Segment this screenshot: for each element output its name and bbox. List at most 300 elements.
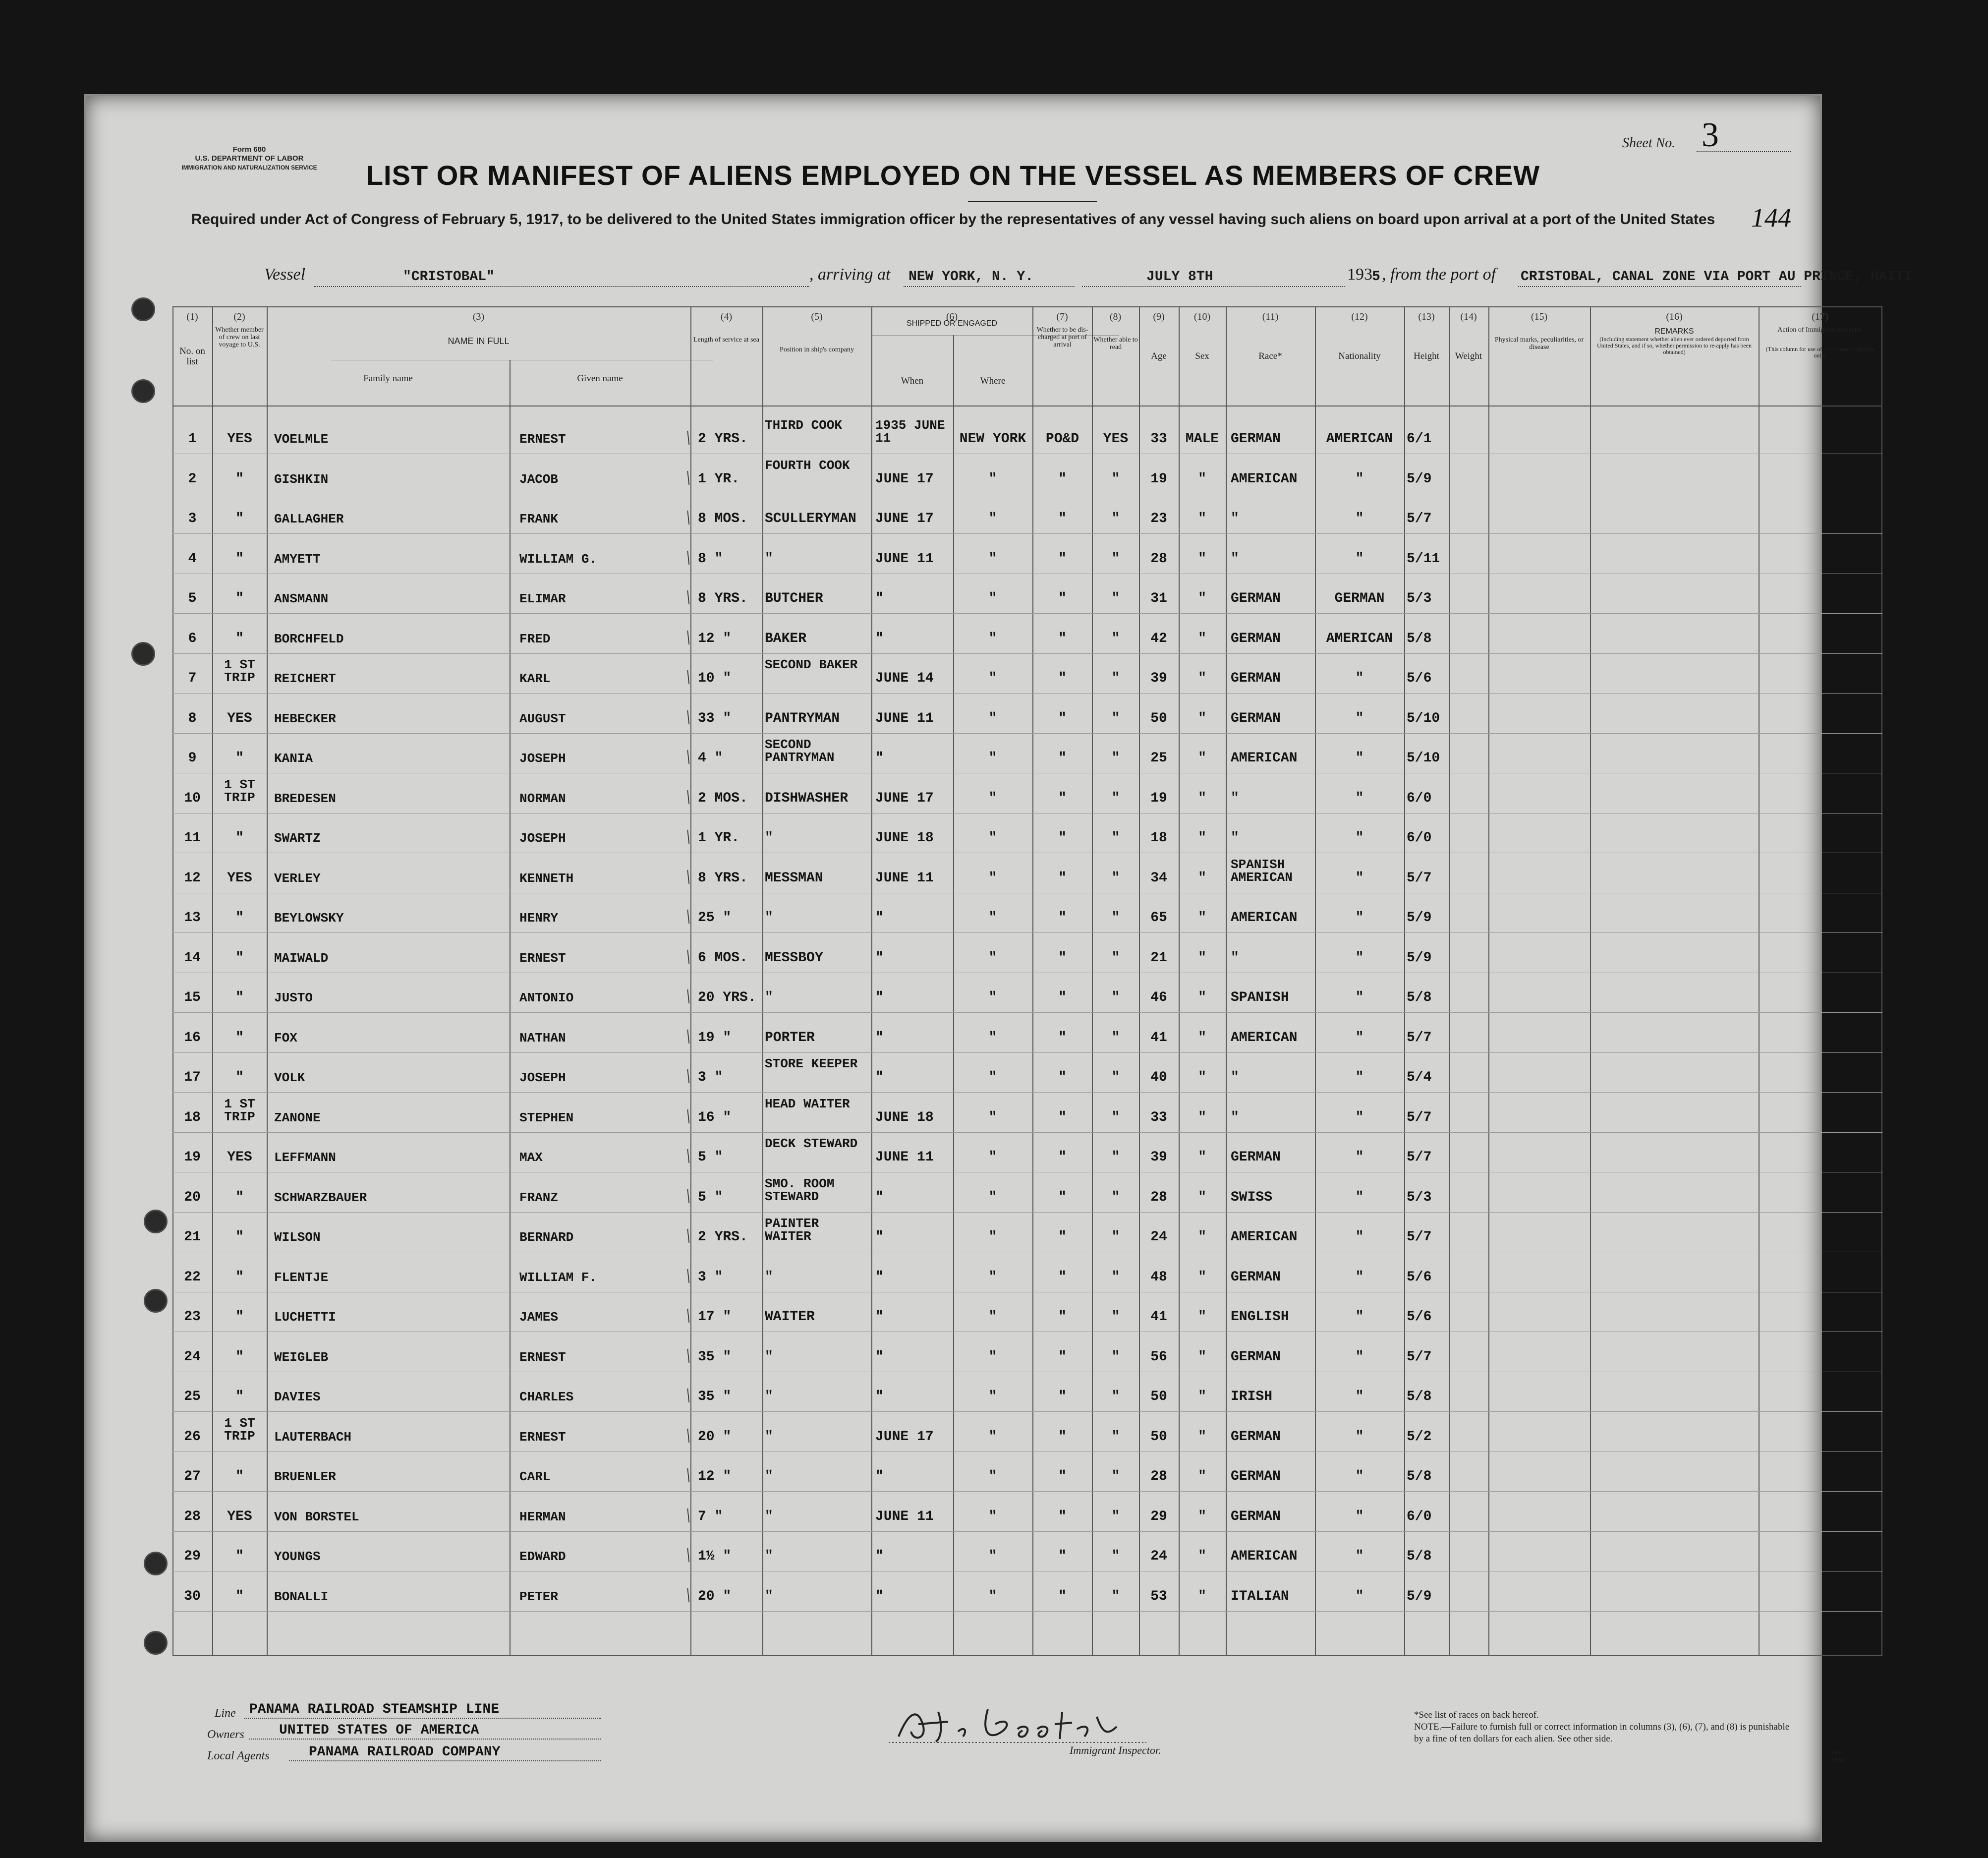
table-row	[172, 1496, 1882, 1534]
cell-where: "	[988, 1150, 997, 1165]
cell-nat: "	[1355, 1109, 1364, 1125]
table-row	[172, 1575, 1882, 1614]
cell-where: "	[988, 631, 997, 646]
header-position: Position in ship's company	[780, 346, 854, 353]
cell-family: JUSTO	[274, 990, 313, 1005]
cell-sex: "	[1198, 1429, 1206, 1445]
document-subtitle: Required under Act of Congress of February 5, 1917, to be delivered to the United States immigration officer by the representatives of any vessel having such aliens on board upon arrival at a port of the United States	[191, 211, 1715, 228]
cell-given: KARL	[519, 671, 551, 686]
cell-disch: "	[1058, 710, 1067, 726]
cell-nat: "	[1355, 1309, 1364, 1325]
cell-disch: "	[1058, 1349, 1067, 1365]
cell-height: 5/6	[1407, 1309, 1432, 1325]
cell-no: 27	[184, 1469, 201, 1484]
cell-nat: "	[1355, 1469, 1364, 1484]
cell-position: MESSBOY	[765, 950, 823, 966]
cell-race: "	[1231, 551, 1239, 567]
table-row	[172, 1216, 1882, 1255]
cell-service: 35 "	[698, 1349, 732, 1365]
header-remarks: REMARKS	[1654, 327, 1694, 336]
table-row	[172, 618, 1882, 656]
vessel-label: Vessel	[264, 265, 306, 284]
check-mark: /	[681, 1184, 696, 1207]
cell-sex: "	[1198, 1109, 1206, 1125]
cell-member: 1 ST TRIP	[224, 657, 255, 685]
cell-disch: "	[1058, 751, 1067, 766]
cell-height: 5/3	[1407, 591, 1432, 606]
cell-when: "	[875, 1030, 884, 1045]
cell-where: "	[988, 1429, 997, 1445]
cell-position: HEAD WAITER	[765, 1096, 850, 1111]
cell-when: "	[875, 1309, 884, 1325]
cell-disch: "	[1058, 1070, 1067, 1085]
cell-disch: "	[1058, 1189, 1067, 1205]
cell-position: PAINTER WAITER	[765, 1216, 819, 1244]
cell-nat: "	[1355, 1269, 1364, 1285]
arrival-date: JULY 8TH	[1146, 269, 1213, 285]
race-note: *See list of races on back hereof.	[1414, 1710, 1539, 1720]
cell-read: "	[1111, 1469, 1120, 1484]
cell-read: "	[1111, 1429, 1120, 1445]
row-rule	[172, 1132, 1882, 1133]
check-mark: /	[681, 1344, 696, 1367]
cell-no: 5	[188, 591, 197, 606]
department: U.S. DEPARTMENT OF LABOR	[195, 154, 304, 163]
cell-height: 5/6	[1407, 1269, 1432, 1285]
cell-race: GERMAN	[1231, 431, 1281, 447]
cell-position: "	[765, 551, 773, 567]
row-rule	[172, 653, 1882, 654]
cell-no: 12	[184, 870, 201, 886]
cell-nat: "	[1355, 751, 1364, 766]
cell-where: "	[988, 1109, 997, 1125]
cell-member: "	[235, 830, 244, 846]
cell-member: "	[235, 471, 244, 487]
table-row	[172, 498, 1882, 536]
cell-disch: "	[1058, 870, 1067, 886]
cell-no: 26	[184, 1429, 201, 1445]
cell-disch: "	[1058, 1030, 1067, 1045]
cell-family: REICHERT	[274, 671, 336, 686]
cell-when: "	[875, 990, 884, 1005]
cell-service: 20 "	[698, 1429, 732, 1445]
cell-where: "	[988, 870, 997, 886]
cell-position: WAITER	[765, 1309, 815, 1325]
cell-nat: "	[1355, 1229, 1364, 1245]
cell-member: "	[235, 1269, 244, 1285]
cell-family: FOX	[274, 1030, 297, 1045]
cell-position: DECK STEWARD	[765, 1136, 858, 1151]
cell-read: "	[1111, 1109, 1120, 1125]
check-mark: /	[681, 426, 696, 449]
cell-sex: "	[1198, 1229, 1206, 1245]
cell-height: 5/10	[1407, 710, 1440, 726]
cell-race: "	[1231, 950, 1239, 966]
cell-no: 23	[184, 1309, 201, 1325]
cell-when: JUNE 11	[875, 1509, 934, 1524]
cell-no: 4	[188, 551, 197, 567]
cell-race: GERMAN	[1231, 671, 1281, 686]
cell-race: SPANISH AMERICAN	[1231, 857, 1293, 885]
cell-race: GERMAN	[1231, 1150, 1281, 1165]
cell-member: "	[235, 1309, 244, 1325]
cell-when: "	[875, 950, 884, 966]
cell-member: "	[235, 631, 244, 646]
cell-sex: "	[1198, 1509, 1206, 1524]
check-mark: /	[681, 1583, 696, 1606]
cell-no: 14	[184, 950, 201, 966]
cell-when: JUNE 11	[875, 710, 934, 726]
cell-where: "	[988, 551, 997, 567]
header-remarks-note: (Including statement whether alien ever ordered deported from United States, and if so, whether permission to re-apply has been obtained)	[1597, 336, 1752, 355]
cell-where: "	[988, 471, 997, 487]
cell-when: JUNE 14	[875, 671, 934, 686]
punch-hole	[144, 1289, 168, 1313]
cell-position: "	[765, 1588, 773, 1604]
cell-given: FRANK	[519, 512, 559, 526]
cell-where: "	[988, 790, 997, 806]
cell-member: "	[235, 1389, 244, 1404]
footer-notes	[1414, 1709, 1801, 1745]
table-row	[172, 1336, 1882, 1375]
cell-read: "	[1111, 1549, 1120, 1564]
cell-age: 28	[1150, 1469, 1167, 1484]
cell-age: 25	[1150, 751, 1167, 766]
cell-read: "	[1111, 751, 1120, 766]
check-mark: /	[681, 945, 696, 968]
cell-member: "	[235, 910, 244, 926]
cell-disch: "	[1058, 1309, 1067, 1325]
cell-disch: "	[1058, 1229, 1067, 1245]
cell-family: VERLEY	[274, 871, 321, 886]
cell-where: "	[988, 591, 997, 606]
cell-height: 5/9	[1407, 910, 1432, 926]
header-when: When	[901, 376, 924, 386]
column-number: (7)	[1056, 311, 1068, 322]
cell-given: BERNARD	[519, 1230, 574, 1245]
column-number: (2)	[233, 311, 245, 322]
column-number: (14)	[1460, 311, 1477, 322]
cell-race: GERMAN	[1231, 1469, 1281, 1484]
punch-hole	[144, 1631, 168, 1655]
cell-disch: "	[1058, 1588, 1067, 1604]
cell-read: "	[1111, 551, 1120, 567]
cell-race: "	[1231, 830, 1239, 846]
cell-height: 5/9	[1407, 471, 1432, 487]
cell-height: 5/10	[1407, 751, 1440, 766]
cell-sex: "	[1198, 591, 1206, 606]
cell-family: BONALLI	[274, 1589, 329, 1604]
table-row	[172, 897, 1882, 935]
cell-age: 39	[1150, 671, 1167, 686]
header-given-name: Given name	[577, 373, 623, 384]
cell-given: WILLIAM G.	[519, 551, 597, 567]
check-mark: /	[681, 705, 696, 728]
column-number: (1)	[186, 311, 198, 322]
cell-disch: "	[1058, 471, 1067, 487]
cell-no: 24	[184, 1349, 201, 1365]
cell-age: 48	[1150, 1269, 1167, 1285]
cell-height: 5/9	[1407, 1588, 1432, 1604]
line-label: Line	[215, 1707, 236, 1720]
cell-nat: "	[1355, 990, 1364, 1005]
table-row	[172, 538, 1882, 577]
cell-age: 50	[1150, 710, 1167, 726]
column-number: (12)	[1351, 311, 1368, 322]
cell-family: BEYLOWSKY	[274, 911, 344, 926]
cell-family: WILSON	[274, 1230, 321, 1245]
cell-age: 24	[1150, 1229, 1167, 1245]
row-rule	[172, 733, 1882, 734]
cell-when: "	[875, 1189, 884, 1205]
cell-when: JUNE 11	[875, 870, 934, 886]
cell-service: 2 YRS.	[698, 1229, 748, 1245]
check-mark: /	[681, 1304, 696, 1327]
voyage-line	[264, 265, 1912, 290]
cell-position: "	[765, 1269, 773, 1285]
cell-disch: "	[1058, 1109, 1067, 1125]
cell-read: "	[1111, 1229, 1120, 1245]
check-mark: /	[681, 1264, 696, 1287]
cell-height: 5/7	[1407, 1150, 1432, 1165]
cell-given: ERNEST	[519, 1429, 566, 1445]
cell-read: "	[1111, 1189, 1120, 1205]
cell-no: 2	[188, 471, 197, 487]
cell-nat: "	[1355, 1030, 1364, 1045]
cell-disch: "	[1058, 1549, 1067, 1564]
cell-nat: "	[1355, 870, 1364, 886]
column-number: (15)	[1531, 311, 1548, 322]
arrival-port-underline	[904, 286, 1075, 287]
cell-height: 6/0	[1407, 790, 1432, 806]
cell-height: 6/0	[1407, 1509, 1432, 1524]
cell-height: 5/8	[1407, 631, 1432, 646]
cell-service: 33 "	[698, 710, 732, 726]
cell-race: SPANISH	[1231, 990, 1289, 1005]
cell-service: 2 YRS.	[698, 431, 748, 447]
cell-read: "	[1111, 1588, 1120, 1604]
punch-hole	[144, 1210, 168, 1233]
cell-family: BRUENLER	[274, 1469, 336, 1484]
sheet-number-label: Sheet No.	[1622, 135, 1676, 151]
cell-race: "	[1231, 1070, 1239, 1085]
table-row	[172, 737, 1882, 776]
cell-given: ERNEST	[519, 950, 566, 966]
cell-where: NEW YORK	[959, 431, 1026, 447]
cell-given: NATHAN	[519, 1030, 566, 1045]
table-row	[172, 418, 1882, 457]
cell-sex: "	[1198, 910, 1206, 926]
cell-sex: "	[1198, 751, 1206, 766]
service-name: IMMIGRATION AND NATURALIZATION SERVICE	[181, 164, 317, 171]
cell-sex: "	[1198, 471, 1206, 487]
cell-no: 9	[188, 751, 197, 766]
cell-height: 5/7	[1407, 870, 1432, 886]
cell-member: "	[235, 1469, 244, 1484]
table-row	[172, 1176, 1882, 1215]
cell-sex: "	[1198, 790, 1206, 806]
cell-where: "	[988, 1549, 997, 1564]
cell-sex: "	[1198, 950, 1206, 966]
cell-family: ANSMANN	[274, 591, 329, 606]
arriving-label: , arriving at	[809, 265, 891, 284]
cell-read: "	[1111, 631, 1120, 646]
cell-age: 65	[1150, 910, 1167, 926]
owners-value: UNITED STATES OF AMERICA	[279, 1723, 479, 1738]
cell-age: 34	[1150, 870, 1167, 886]
cell-height: 5/8	[1407, 990, 1432, 1005]
cell-race: GERMAN	[1231, 1269, 1281, 1285]
cell-given: JOSEPH	[519, 831, 566, 846]
row-rule	[172, 1092, 1882, 1093]
cell-sex: "	[1198, 1549, 1206, 1564]
cell-read: "	[1111, 471, 1120, 487]
cell-when: JUNE 17	[875, 790, 934, 806]
check-mark: /	[681, 1504, 696, 1526]
cell-sex: "	[1198, 1070, 1206, 1085]
cell-sex: "	[1198, 671, 1206, 686]
cell-race: AMERICAN	[1231, 910, 1298, 926]
cell-service: 35 "	[698, 1389, 732, 1404]
cell-position: DISHWASHER	[765, 790, 849, 806]
check-mark: /	[681, 1463, 696, 1487]
row-rule	[172, 693, 1882, 694]
cell-service: 3 "	[698, 1269, 723, 1285]
cell-sex: "	[1198, 870, 1206, 886]
table-row	[172, 937, 1882, 976]
column-number: (11)	[1262, 311, 1279, 322]
cell-member: "	[235, 1588, 244, 1604]
column-number: (17)	[1812, 311, 1828, 322]
header-member-last-voyage: Whether member of crew on last voyage to U.S.	[215, 326, 264, 348]
header-shipped-or-engaged: SHIPPED OR ENGAGED	[906, 319, 998, 328]
row-rule	[172, 1411, 1882, 1412]
cell-disch: "	[1058, 671, 1067, 686]
cell-age: 23	[1150, 511, 1167, 526]
cell-where: "	[988, 1469, 997, 1484]
cell-sex: "	[1198, 1588, 1206, 1604]
cell-sex: "	[1198, 1189, 1206, 1205]
column-number: (9)	[1153, 311, 1165, 322]
cell-no: 11	[184, 830, 201, 846]
cell-nat: "	[1355, 710, 1364, 726]
header-weight: Weight	[1455, 351, 1482, 361]
cell-disch: "	[1058, 1389, 1067, 1404]
cell-service: 3 "	[698, 1070, 723, 1085]
cell-where: "	[988, 1269, 997, 1285]
cell-age: 56	[1150, 1349, 1167, 1365]
cell-family: LUCHETTI	[274, 1310, 336, 1325]
cell-when: JUNE 17	[875, 511, 934, 526]
cell-read: "	[1111, 990, 1120, 1005]
cell-race: GERMAN	[1231, 1349, 1281, 1365]
cell-race: AMERICAN	[1231, 1229, 1298, 1245]
cell-nat: "	[1355, 1389, 1364, 1404]
cell-nat: "	[1355, 830, 1364, 846]
cell-when: "	[875, 1469, 884, 1484]
cell-service: 2 MOS.	[698, 790, 748, 806]
cell-position: SMO. ROOM STEWARD	[765, 1176, 835, 1204]
cell-nat: "	[1355, 1509, 1364, 1524]
cell-sex: "	[1198, 1349, 1206, 1365]
cell-given: FRANZ	[519, 1190, 559, 1205]
cell-when: "	[875, 1588, 884, 1604]
cell-race: "	[1231, 790, 1239, 806]
cell-service: 8 YRS.	[698, 591, 748, 606]
cell-family: WEIGLEB	[274, 1349, 329, 1365]
from-label: , from the port of	[1382, 265, 1496, 284]
row-rule	[172, 1212, 1882, 1213]
header-inspector-action: Action of Immigrant Inspector	[1777, 326, 1863, 334]
cell-sex: "	[1198, 1150, 1206, 1165]
cell-age: 19	[1150, 790, 1167, 806]
cell-no: 7	[188, 671, 197, 686]
cell-height: 5/6	[1407, 671, 1432, 686]
cell-read: "	[1111, 1309, 1120, 1325]
table-row	[172, 1097, 1882, 1135]
header-discharged: Whether to be dis-charged at port of arrival	[1036, 326, 1088, 348]
cell-sex: "	[1198, 1030, 1206, 1045]
cell-read: "	[1111, 870, 1120, 886]
cell-family: AMYETT	[274, 551, 321, 567]
cell-given: CARL	[519, 1469, 551, 1484]
cell-position: SECOND BAKER	[765, 657, 858, 672]
cell-sex: "	[1198, 511, 1206, 526]
cell-age: 31	[1150, 591, 1167, 606]
cell-when: "	[875, 1269, 884, 1285]
departure-port-underline	[1518, 286, 1801, 287]
cell-given: ELIMAR	[519, 591, 566, 606]
cell-race: "	[1231, 511, 1239, 526]
punch-hole	[131, 379, 155, 403]
cell-when: "	[875, 1070, 884, 1085]
cell-height: 6/1	[1407, 431, 1432, 447]
vessel-underline	[314, 286, 809, 287]
table-row	[172, 1017, 1882, 1055]
header-race: Race*	[1258, 351, 1282, 361]
cell-given: EDWARD	[519, 1549, 566, 1564]
cell-service: 7 "	[698, 1509, 723, 1524]
cell-service: 25 "	[698, 910, 732, 926]
cell-read: "	[1111, 591, 1120, 606]
cell-age: 29	[1150, 1509, 1167, 1524]
cell-family: KANIA	[274, 751, 313, 766]
cell-age: 41	[1150, 1030, 1167, 1045]
cell-no: 28	[184, 1509, 201, 1524]
cell-read: "	[1111, 830, 1120, 846]
cell-race: GERMAN	[1231, 631, 1281, 646]
check-mark: /	[681, 1025, 696, 1047]
header-age: Age	[1151, 351, 1167, 361]
row-rule	[172, 1012, 1882, 1013]
table-row	[172, 1136, 1882, 1175]
cell-no: 20	[184, 1189, 201, 1205]
cell-nat: GERMAN	[1334, 591, 1385, 606]
cell-race: AMERICAN	[1231, 1030, 1298, 1045]
cell-given: ERNEST	[519, 432, 566, 447]
cell-service: 8 "	[698, 551, 723, 567]
check-mark: /	[681, 1543, 696, 1567]
column-number: (8)	[1109, 311, 1122, 322]
table-row	[172, 1455, 1882, 1494]
cell-disch: "	[1058, 1150, 1067, 1165]
cell-where: "	[988, 1509, 997, 1524]
cell-nat: "	[1355, 511, 1364, 526]
cell-disch: "	[1058, 950, 1067, 966]
arrival-date-underline	[1082, 286, 1345, 287]
cell-member: YES	[227, 710, 252, 726]
cell-no: 16	[184, 1030, 201, 1045]
